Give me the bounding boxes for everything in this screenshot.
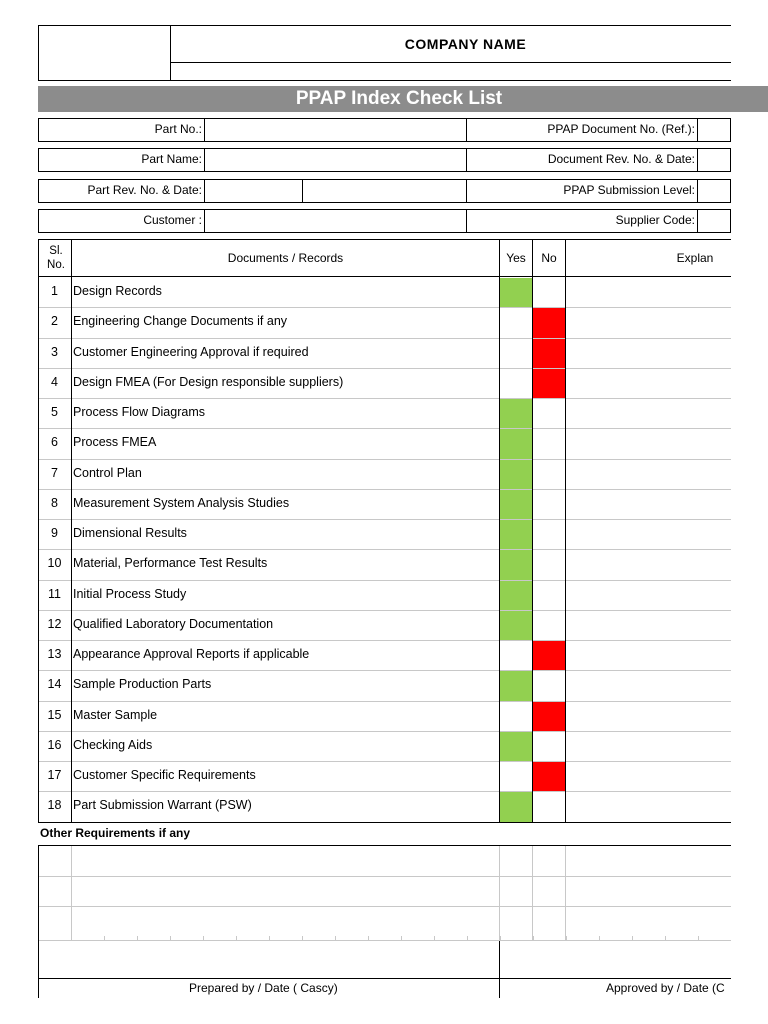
- yes-cell[interactable]: [500, 550, 532, 579]
- col-line-expl: [565, 239, 566, 822]
- yes-cell[interactable]: [500, 460, 532, 489]
- row-line: [38, 489, 731, 490]
- no-cell[interactable]: [533, 369, 565, 398]
- no-cell[interactable]: [533, 762, 565, 791]
- company-name: COMPANY NAME: [404, 36, 527, 52]
- grid-tick: [434, 936, 435, 941]
- grid-tick: [632, 936, 633, 941]
- yes-cell[interactable]: [500, 369, 532, 398]
- ppap-doc-no-value[interactable]: [698, 119, 731, 141]
- part-no-value[interactable]: [205, 119, 465, 141]
- table-row: [38, 791, 731, 821]
- grid-tick: [566, 936, 567, 941]
- page-title: PPAP Index Check List: [38, 86, 768, 112]
- table-row: [38, 519, 731, 549]
- table-left-border: [38, 239, 39, 822]
- no-cell[interactable]: [533, 278, 565, 307]
- explanation-cell[interactable]: [566, 369, 731, 398]
- no-cell[interactable]: [533, 732, 565, 761]
- grid-tick: [368, 936, 369, 941]
- table-row: [38, 701, 731, 731]
- row-document: Dimensional Results: [73, 526, 187, 540]
- row-number: 16: [47, 737, 62, 752]
- table-top-line: [38, 239, 731, 240]
- row-document: Control Plan: [73, 465, 142, 480]
- row-number: 18: [47, 798, 62, 813]
- explanation-cell[interactable]: [566, 460, 731, 489]
- no-cell[interactable]: [533, 611, 565, 640]
- grid-tick: [500, 936, 501, 941]
- row-line: [38, 670, 731, 671]
- part-rev-no-value[interactable]: [205, 180, 301, 202]
- divider: [466, 148, 467, 172]
- label-supplier-code: Supplier Code:: [615, 213, 695, 227]
- yes-cell[interactable]: [500, 671, 532, 700]
- no-cell[interactable]: [533, 792, 565, 821]
- yes-cell[interactable]: [500, 520, 532, 549]
- row-number: 7: [51, 465, 58, 480]
- explanation-cell[interactable]: [566, 339, 731, 368]
- grid-tick: [269, 936, 270, 941]
- approved-by-label: Approved by / Date (C: [606, 981, 725, 995]
- row-document: Checking Aids: [73, 737, 153, 752]
- row-document: Master Sample: [73, 707, 158, 722]
- table-row: [38, 761, 731, 791]
- label-part-name: Part Name:: [141, 152, 202, 166]
- row-number: 9: [51, 526, 58, 540]
- customer-value[interactable]: [205, 210, 465, 232]
- grid-tick: [335, 936, 336, 941]
- row-number: 11: [48, 586, 61, 601]
- explanation-cell[interactable]: [566, 611, 731, 640]
- other-requirements-label: Other Requirements if any: [40, 826, 191, 840]
- doc-rev-value[interactable]: [698, 149, 731, 171]
- grid-tick: [104, 936, 105, 941]
- divider: [466, 209, 467, 233]
- row-document: Initial Process Study: [73, 586, 187, 601]
- row-number: 14: [47, 677, 62, 692]
- row-number: 3: [51, 344, 58, 359]
- yes-cell[interactable]: [500, 641, 532, 670]
- row-line: [38, 398, 731, 399]
- table-header-bottom-line: [38, 276, 731, 277]
- yes-cell[interactable]: [500, 399, 532, 428]
- row-number: 12: [47, 616, 62, 631]
- grid-col-line: [565, 846, 566, 940]
- row-document: Process Flow Diagrams: [73, 405, 205, 419]
- row-line: [38, 519, 731, 520]
- col-line-yes: [499, 239, 500, 822]
- row-document: Customer Engineering Approval if required: [73, 344, 309, 359]
- grid-line: [38, 906, 731, 907]
- yes-cell[interactable]: [500, 278, 532, 307]
- grid-tick: [533, 936, 534, 941]
- table-row: [38, 489, 731, 519]
- grid-tick: [137, 936, 138, 941]
- row-document: Engineering Change Documents if any: [73, 314, 288, 329]
- row-line: [38, 640, 731, 641]
- no-cell[interactable]: [533, 702, 565, 731]
- row-document: Material, Performance Test Results: [73, 556, 268, 571]
- no-cell[interactable]: [533, 641, 565, 670]
- row-line: [38, 549, 731, 550]
- no-cell[interactable]: [533, 339, 565, 368]
- col-header-explanation: Explan: [676, 251, 714, 265]
- row-document: Appearance Approval Reports if applicable: [73, 647, 310, 661]
- label-ppap-doc-no: PPAP Document No. (Ref.):: [547, 122, 695, 136]
- grid-tick: [170, 936, 171, 941]
- divider: [466, 118, 467, 142]
- grid-tick: [302, 936, 303, 941]
- row-line: [38, 701, 731, 702]
- row-number: 13: [47, 647, 62, 661]
- explanation-cell[interactable]: [566, 792, 731, 821]
- row-line: [38, 368, 731, 369]
- grid-tick: [665, 936, 666, 941]
- label-doc-rev: Document Rev. No. & Date:: [547, 152, 695, 166]
- grid-tick: [599, 936, 600, 941]
- explanation-cell[interactable]: [566, 278, 731, 307]
- explanation-cell[interactable]: [566, 490, 731, 519]
- grid-col-line: [71, 846, 72, 940]
- row-document: Process FMEA: [73, 435, 157, 450]
- yes-cell[interactable]: [500, 490, 532, 519]
- no-cell[interactable]: [533, 429, 565, 458]
- row-number: 4: [51, 374, 58, 389]
- company-mid-line: [171, 62, 731, 63]
- table-row: [38, 610, 731, 640]
- yes-cell[interactable]: [500, 339, 532, 368]
- explanation-cell[interactable]: [566, 671, 731, 700]
- grid-tick: [698, 936, 699, 941]
- no-cell[interactable]: [533, 671, 565, 700]
- col-line-no: [532, 239, 533, 822]
- row-line: [38, 580, 731, 581]
- row-number: 15: [47, 707, 62, 722]
- prepared-by-label: Prepared by / Date ( Cascy): [189, 981, 338, 995]
- other-req-bottom-line: [38, 845, 731, 846]
- no-cell[interactable]: [533, 308, 565, 337]
- table-row: [38, 670, 731, 700]
- table-row: [38, 580, 731, 610]
- table-row: [38, 428, 731, 458]
- table-row: [38, 640, 731, 670]
- row-line: [38, 428, 731, 429]
- row-number: 10: [47, 556, 62, 571]
- explanation-cell[interactable]: [566, 702, 731, 731]
- col-header-sl-no: Sl. No.: [47, 245, 65, 271]
- row-document: Qualified Laboratory Documentation: [73, 616, 274, 631]
- yes-cell[interactable]: [500, 762, 532, 791]
- col-header-yes: Yes: [506, 251, 526, 265]
- row-line: [38, 610, 731, 611]
- divider: [466, 179, 467, 203]
- table-row: [38, 549, 731, 579]
- footer-line: [38, 978, 731, 979]
- row-document: Design Records: [73, 284, 162, 298]
- grid-line: [38, 876, 731, 877]
- explanation-cell[interactable]: [566, 520, 731, 549]
- row-number: 2: [51, 314, 58, 329]
- row-line: [38, 761, 731, 762]
- label-part-no: Part No.:: [154, 122, 202, 136]
- part-rev-date-value[interactable]: [303, 180, 465, 202]
- no-cell[interactable]: [533, 460, 565, 489]
- yes-cell[interactable]: [500, 732, 532, 761]
- yes-cell[interactable]: [500, 792, 532, 821]
- yes-cell[interactable]: [500, 702, 532, 731]
- table-row: [38, 368, 731, 398]
- explanation-cell[interactable]: [566, 308, 731, 337]
- explanation-cell[interactable]: [566, 581, 731, 610]
- row-number: 1: [51, 284, 58, 298]
- col-header-documents: Documents / Records: [227, 251, 344, 265]
- supplier-code-value[interactable]: [698, 210, 731, 232]
- grid-tick: [401, 936, 402, 941]
- explanation-cell[interactable]: [566, 429, 731, 458]
- grid-tick: [467, 936, 468, 941]
- table-row: [38, 731, 731, 761]
- row-line: [38, 731, 731, 732]
- yes-cell[interactable]: [500, 308, 532, 337]
- explanation-cell[interactable]: [566, 762, 731, 791]
- yes-cell[interactable]: [500, 611, 532, 640]
- row-number: 6: [51, 435, 58, 450]
- row-line: [38, 338, 731, 339]
- grid-col-line: [499, 846, 500, 940]
- yes-cell[interactable]: [500, 581, 532, 610]
- row-line: [38, 822, 731, 823]
- company-bottom-line: [38, 80, 731, 81]
- table-row: [38, 338, 731, 368]
- submission-level-value[interactable]: [698, 180, 731, 202]
- row-document: Design FMEA (For Design responsible suppliers): [73, 374, 344, 389]
- table-row: [38, 459, 731, 489]
- grid-tick: [203, 936, 204, 941]
- explanation-cell[interactable]: [566, 550, 731, 579]
- row-document: Part Submission Warrant (PSW): [73, 798, 252, 813]
- explanation-cell[interactable]: [566, 641, 731, 670]
- no-cell[interactable]: [533, 399, 565, 428]
- row-number: 17: [47, 768, 62, 782]
- no-cell[interactable]: [533, 490, 565, 519]
- explanation-cell[interactable]: [566, 399, 731, 428]
- row-document: Sample Production Parts: [73, 677, 212, 692]
- table-row: [38, 277, 731, 307]
- no-cell[interactable]: [533, 520, 565, 549]
- part-name-value[interactable]: [205, 149, 465, 171]
- grid-tick: [236, 936, 237, 941]
- yes-cell[interactable]: [500, 429, 532, 458]
- page-left-border: [38, 846, 39, 998]
- row-document: Measurement System Analysis Studies: [73, 495, 290, 510]
- col-line-doc: [71, 239, 72, 822]
- col-header-no: No: [541, 251, 557, 265]
- label-part-rev: Part Rev. No. & Date:: [87, 183, 202, 197]
- row-line: [38, 791, 731, 792]
- grid-line: [38, 940, 731, 941]
- row-number: 5: [51, 405, 58, 419]
- grid-col-line: [532, 846, 533, 940]
- row-document: Customer Specific Requirements: [73, 768, 256, 782]
- signature-divider: [499, 941, 500, 998]
- table-row: [38, 398, 731, 428]
- table-bottom-line: [38, 822, 731, 823]
- row-line: [38, 307, 731, 308]
- row-number: 8: [51, 495, 58, 510]
- label-submission-level: PPAP Submission Level:: [563, 183, 695, 197]
- table-row: [38, 307, 731, 337]
- no-cell[interactable]: [533, 550, 565, 579]
- row-line: [38, 459, 731, 460]
- label-customer: Customer :: [143, 213, 202, 227]
- logo-box: [38, 25, 171, 81]
- explanation-cell[interactable]: [566, 732, 731, 761]
- no-cell[interactable]: [533, 581, 565, 610]
